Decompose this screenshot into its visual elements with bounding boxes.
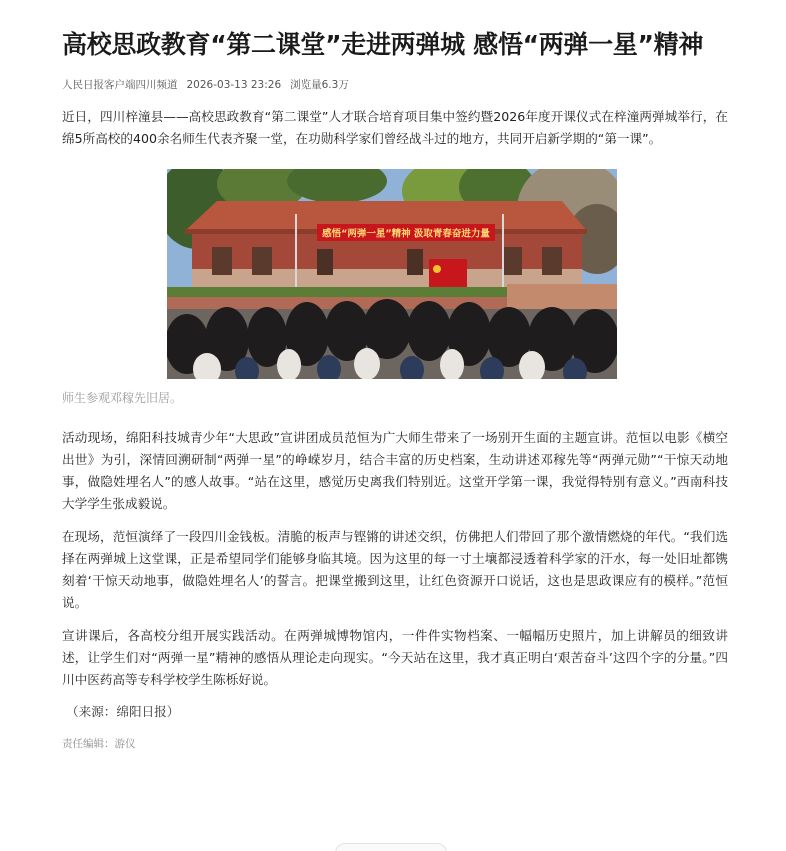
- paragraph-4: 宣讲课后，各高校分组开展实践活动。在两弹城博物馆内，一件件实物档案、一幅幅历史照片，加上讲解员的细致讲述，让学生们对“两弹一星”精神的感悟从理论走向现实。“今天站在这里，我才真正明白‘艰苦奋斗’这四个字的分量。”四川中医药高等专科学校学生陈栎好说。: [62, 628, 728, 687]
- paragraph-2: 活动现场，绵阳科技城青少年“大思政”宣讲团成员范恒为广大师生带来了一场别开生面的主题宣讲。范恒以电影《横空出世》为引，深情回溯研制“两弹一星”的峥嵘岁月，结合丰富的历史档案，生动讲述邓稼先等“两弹元勋”“干惊天动地事，做隐姓埋名人”的感人故事。“站在这里，感觉历史离我们特别近。这堂开学第一课，我觉得特别有意义。”西南科技大学学生张成毅说。: [62, 430, 728, 511]
- bottom-floating-bar[interactable]: [335, 843, 447, 851]
- meta-views: 浏览量6.3万: [290, 79, 349, 91]
- paragraph-1: 近日，四川梓潼县——高校思政教育“第二课堂”人才联合培育项目集中签约暨2026年度开课仪式在梓潼两弹城举行，在绵5所高校的400余名师生代表齐聚一堂，在功勋科学家们曾经战斗过的地方，共同开启新学期的“第一课”。: [62, 109, 728, 146]
- meta-datetime: 2026-03-13 23:26: [186, 79, 282, 91]
- article-photo[interactable]: [167, 169, 617, 379]
- photo-caption: 师生参观邓稼先旧居。: [62, 391, 183, 405]
- article-title: 高校思政教育“第二课堂”走进两弹城 感悟“两弹一星”精神: [62, 30, 704, 59]
- photo-illustration: [167, 169, 617, 379]
- article-meta: [62, 78, 728, 92]
- responsible-editor: 责任编辑：游仪: [62, 738, 136, 750]
- paragraph-3: 在现场，范恒演绎了一段四川金钱板。清脆的板声与铿锵的讲述交织，仿佛把人们带回了那个激情燃烧的年代。“我们选择在两弹城上这堂课，正是希望同学们能够身临其境。因为这里的每一寸土壤都浸透着科学家的汗水，每一处旧址都镌刻着‘干惊天动地事，做隐姓埋名人’的誓言。把课堂搬到这里，让红色资源开口说话，这也是思政课应有的模样。”范恒说。: [62, 529, 728, 610]
- photo-banner-text: 感悟“两弹一星”精神 汲取青春奋进力量: [322, 228, 490, 240]
- source-note: （来源：绵阳日报）: [66, 704, 180, 719]
- article: [62, 26, 728, 751]
- meta-source[interactable]: 人民日报客户端四川频道: [62, 79, 178, 91]
